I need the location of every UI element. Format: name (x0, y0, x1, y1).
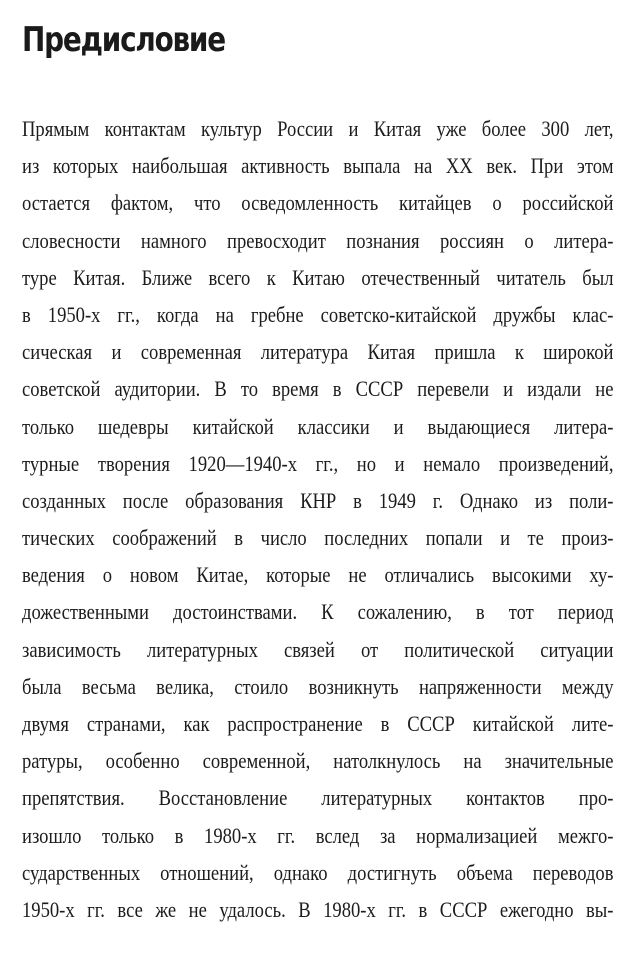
text-line: турные творения 1920—1940-х гг., но и немало произведений, (22, 450, 614, 476)
text-line: в 1950-х гг., когда на гребне советско-китайской дружбы клас- (22, 301, 614, 327)
text-line: ратуры, особенно современной, натолкнулось на значительные (22, 748, 614, 774)
text-line: ведения о новом Китае, которые не отличались высокими ху- (22, 562, 614, 588)
text-line: созданных после образования КНР в 1949 г. Однако из поли- (22, 487, 614, 513)
text-line: советской аудитории. В то время в СССР перевели и издали не (22, 376, 614, 402)
text-line: только шедевры китайской классики и выдающиеся литера- (22, 413, 614, 439)
text-line: туре Китая. Ближе всего к Китаю отечественный читатель был (22, 264, 614, 290)
text-line: изошло только в 1980-х гг. вслед за нормализацией межго- (22, 822, 614, 848)
text-line: сударственных отношений, однако достигнуть объема переводов (22, 859, 614, 885)
body-paragraph (22, 110, 614, 928)
text-line: из которых наибольшая активность выпала на XX век. При этом (22, 153, 614, 179)
text-line: зависимость литературных связей от политической ситуации (22, 636, 614, 662)
text-line: 1950-х гг. все же не удалось. В 1980-х гг. в СССР ежегодно вы- (22, 896, 614, 922)
text-line: сическая и современная литература Китая пришла к широкой (22, 339, 614, 365)
text-line: остается фактом, что осведомленность китайцев о российской (22, 190, 614, 216)
text-line: словесности намного превосходит познания россиян о литера- (22, 227, 614, 253)
text-line: тических соображений в число последних попали и те произ- (22, 525, 614, 551)
text-line: Прямым контактам культур России и Китая уже более 300 лет, (22, 116, 614, 141)
text-line: двумя странами, как распространение в СССР китайской лите- (22, 711, 614, 736)
text-line: препятствия. Восстановление литературных контактов про- (22, 785, 614, 811)
text-line: была весьма велика, стоило возникнуть напряженности между (22, 673, 614, 699)
text-line: дожественными достоинствами. К сожалению, в тот период (22, 599, 614, 625)
page-title: Предисловие (22, 20, 225, 60)
